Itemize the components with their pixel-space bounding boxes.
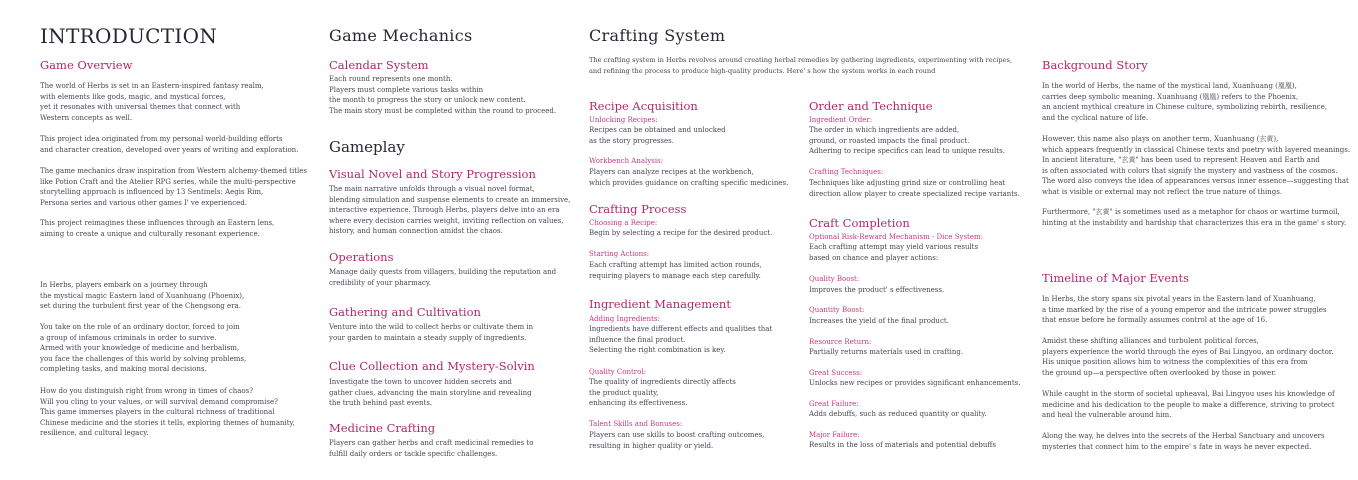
overview-paragraph-1: The world of Herbs is set in an Eastern-inspired fantasy realm, with elements like gods, magic, and mystical forces, yet it resonates with universal themes that connect with Western concepts as well. [40, 82, 264, 122]
quality-boost-label: Quality Boost: [809, 275, 860, 283]
background-paragraph-3: Furthermore, "玄黄" is sometimes used as a metaphor for chaos or wartime turmoil, hinting at the instability and hardship that characterizes this era in the game' s story. [1042, 208, 1347, 227]
game-mechanics-title: Game Mechanics [329, 26, 473, 45]
great-success-text: Unlocks new recipes or provides significant enhancements. [809, 379, 1021, 387]
choosing-recipe-text: Begin by selecting a recipe for the desired product. [589, 229, 773, 237]
crafting-techniques-label: Crafting Techniques: [809, 168, 884, 176]
operations-heading: Operations [329, 250, 394, 264]
ingredient-order-text: The order in which ingredients are added, ground, or roasted impacts the final product. Adhering to recipe specifics can lead to unique results. [809, 126, 1005, 156]
overview-paragraph-5: In Herbs, players embark on a journey through the mystical magic Eastern land of Xuanhuang (Phoenix), set during the turbulent first year of the Chengsong era. [40, 281, 245, 311]
visual-novel-heading: Visual Novel and Story Progression [329, 167, 536, 181]
medicine-crafting-heading: Medicine Crafting [329, 421, 436, 435]
quality-control-text: The quality of ingredients directly affects the product quality, enhancing its effectiveness. [589, 378, 736, 408]
quality-control-label: Quality Control: [589, 368, 646, 376]
unlocking-recipes-text: Recipes can be obtained and unlocked as the story progresses. [589, 126, 726, 145]
talent-skills-label: Talent Skills and Bonuses: [589, 420, 683, 428]
starting-actions-text: Each crafting attempt has limited action rounds, requiring players to manage each step carefully. [589, 261, 762, 280]
recipe-acquisition-heading: Recipe Acquisition [589, 99, 698, 113]
crafting-system-title: Crafting System [589, 26, 726, 45]
ingredient-order-label: Ingredient Order: [809, 116, 873, 124]
major-failure-text: Results in the loss of materials and potential debuffs [809, 441, 996, 449]
quantity-boost-label: Quantity Boost: [809, 306, 865, 314]
calendar-system-heading: Calendar System [329, 58, 429, 72]
risk-reward-text: Each crafting attempt may yield various results based on chance and player actions: [809, 243, 979, 262]
timeline-paragraph-2: Amidst these shifting alliances and turbulent political forces, players experience the world through the eyes of Bai Lingyou, an ordinary doctor. His unique position allows him to witness the complexities of this era from the ground up—a perspective often overlooked by those in power. [1042, 337, 1334, 377]
game-overview-heading: Game Overview [40, 58, 133, 72]
background-story-heading: Background Story [1042, 58, 1148, 72]
overview-paragraph-3: The game mechanics draw inspiration from Western alchemy-themed titles like Potion Craft and the Atelier RPG series, while the multi-perspective storytelling approach is influenced by 13 Sentinels: Aegis Rim, Persona series and various other games I' ve experienced. [40, 167, 308, 207]
adding-ingredients-label: Adding Ingredients: [589, 315, 660, 323]
overview-paragraph-2: This project idea originated from my personal world-building efforts and character creation, developed over years of writing and exploration. [40, 135, 299, 154]
craft-completion-heading: Craft Completion [809, 216, 910, 230]
introduction-title: INTRODUCTION [40, 24, 218, 48]
starting-actions-label: Starting Actions: [589, 250, 650, 258]
resource-return-label: Resource Return: [809, 338, 872, 346]
quality-boost-text: Improves the product' s effectiveness. [809, 286, 945, 294]
unlocking-recipes-label: Unlocking Recipes: [589, 116, 658, 124]
timeline-paragraph-4: Along the way, he delves into the secrets of the Herbal Sanctuary and uncovers mysteries that connect him to the empire' s fate in ways he never expected. [1042, 432, 1325, 451]
overview-paragraph-6: You take on the role of an ordinary doctor, forced to join a group of infamous criminals in order to survive. Armed with your knowledge of medicine and herbalism, you face the challenges of this world by solving problems, completing tasks, and making moral decisions. [40, 323, 247, 374]
clue-collection-text: Investigate the town to uncover hidden secrets and gather clues, advancing the main storyline and revealing the truth behind past events. [329, 378, 532, 408]
choosing-recipe-label: Choosing a Recipe: [589, 219, 658, 227]
crafting-intro-text: The crafting system in Herbs revolves around creating herbal remedies by gathering ingredients, experimenting with recipes, and refining the process to produce high-quality products. Here' s how the system works in each round [589, 56, 1013, 75]
clue-collection-heading: Clue Collection and Mystery-Solvin [329, 359, 535, 373]
workbench-analysis-label: Workbench Analysis: [589, 157, 664, 165]
background-paragraph-1: In the world of Herbs, the name of the mystical land, Xuanhuang (凰凰), carries deep symbolic meaning. Xuanhuang (凰凰) refers to the Phoenix, an ancient mythical creature in Chinese culture, symbolizing rebirth, resilience, and the cyclical nature of life. [1042, 82, 1327, 122]
calendar-system-text: Each round represents one month. Players must complete various tasks within the month to progress the story or unlock new content. The main story must be completed within the round to proceed. [329, 75, 557, 115]
timeline-heading: Timeline of Major Events [1042, 271, 1190, 285]
overview-paragraph-4: This project reimagines these influences through an Eastern lens, aiming to create a unique and culturally resonant experience. [40, 219, 275, 238]
major-failure-label: Major Failure: [809, 431, 860, 439]
great-failure-text: Adds debuffs, such as reduced quantity or quality. [809, 410, 987, 418]
background-paragraph-2: However, this name also plays on another term, Xuanhuang (玄黄), which appears frequently in classical Chinese texts and poetry with layered meanings. In ancient literature, "玄黄" has been used to represent Heaven and Earth and is often associated with colors that signify the mystery and vastness of the cosmos. The word also conveys the idea of appearances versus inner essence—suggesting that what is visible or external may not reflect the true nature of things. [1042, 135, 1351, 196]
crafting-techniques-text: Techniques like adjusting grind size or controlling heat direction allow player to create specialized recipe variants. [809, 179, 1020, 198]
workbench-analysis-text: Players can analyze recipes at the workbench, which provides guidance on crafting specific medicines. [589, 168, 789, 187]
operations-text: Manage daily quests from villagers, building the reputation and credibility of your pharmacy. [329, 268, 557, 287]
great-success-label: Great Success: [809, 369, 863, 377]
timeline-paragraph-3: While caught in the storm of societal upheaval, Bai Lingyou uses his knowledge of medicine and his dedication to the people to make a difference, striving to protect and heal the vulnerable around him. [1042, 390, 1335, 420]
gameplay-heading: Gameplay [329, 138, 405, 156]
medicine-crafting-text: Players can gather herbs and craft medicinal remedies to fulfill daily orders or tackle specific challenges. [329, 439, 534, 458]
quantity-boost-text: Increases the yield of the final product. [809, 317, 949, 325]
adding-ingredients-text: Ingredients have different effects and qualities that influence the final product. Selecting the right combination is key. [589, 325, 773, 355]
visual-novel-text: The main narrative unfolds through a visual novel format, blending simulation and suspense elements to create an immersive, interactive experience. Through Herbs, players delve into an era where every decision carries weight, inviting reflection on values, history, and human connection amidst the chaos. [329, 185, 571, 236]
ingredient-management-heading: Ingredient Management [589, 297, 731, 311]
order-technique-heading: Order and Technique [809, 99, 933, 113]
crafting-process-heading: Crafting Process [589, 202, 687, 216]
gathering-heading: Gathering and Cultivation [329, 305, 481, 319]
talent-skills-text: Players can use skills to boost crafting outcomes, resulting in higher quality or yield. [589, 431, 765, 450]
overview-paragraph-7: How do you distinguish right from wrong in times of chaos? Will you cling to your values, or will survival demand compromise? This game immerses players in the cultural richness of traditional Chinese medicine and the stories it tells, exploring themes of humanity, resilience, and cultural legacy. [40, 387, 295, 438]
gathering-text: Venture into the wild to collect herbs or cultivate them in your garden to maintain a steady supply of ingredients. [329, 323, 534, 342]
great-failure-label: Great Failure: [809, 400, 859, 408]
resource-return-text: Partially returns materials used in crafting. [809, 348, 964, 356]
risk-reward-label: Optional Risk-Reward Mechanism - Dice System: [809, 233, 983, 241]
timeline-paragraph-1: In Herbs, the story spans six pivotal years in the Eastern land of Xuanhuang, a time marked by the rise of a young emperor and the intricate power struggles that ensue before he formally assumes control at the age of 16. [1042, 295, 1327, 325]
